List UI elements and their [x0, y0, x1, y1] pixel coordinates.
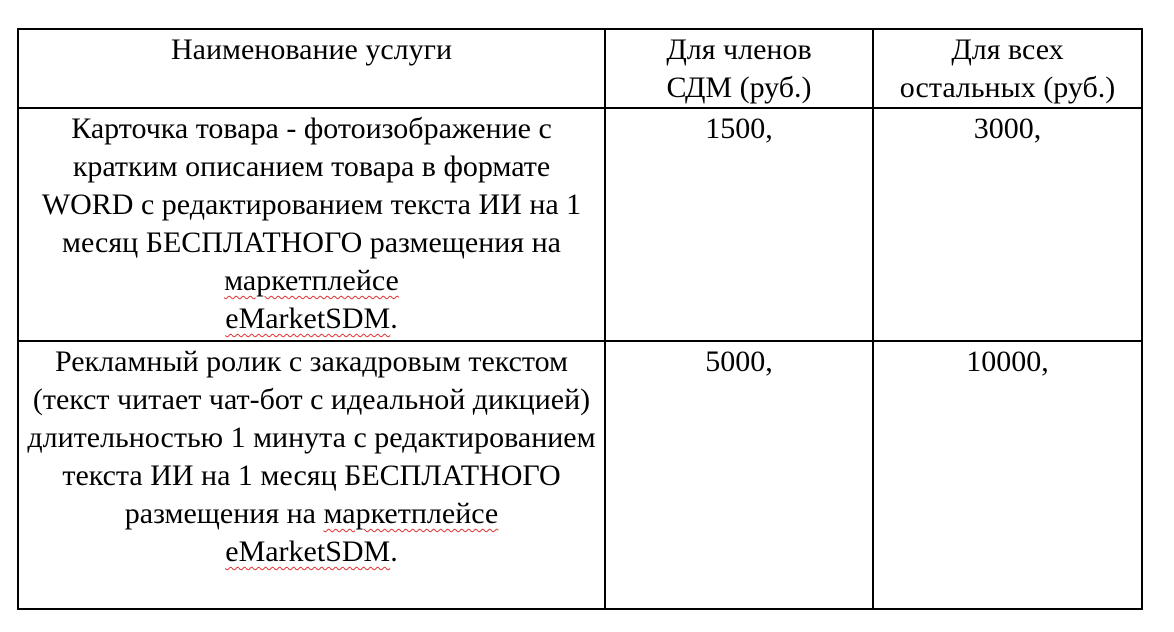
header-members-price [605, 29, 873, 108]
header-members-line1: Для членов [666, 33, 812, 66]
platform-name: eMarketSDM [225, 535, 391, 568]
marketplace-word: маркетплейсе [323, 497, 499, 530]
marketplace-word: маркетплейсе [224, 264, 399, 297]
members-price: 5000, [705, 345, 773, 378]
others-price-cell [873, 341, 1142, 609]
members-price: 1500, [705, 112, 773, 145]
header-service-label: Наименование услуги [170, 33, 453, 66]
members-price-cell [605, 341, 873, 609]
header-service-name [18, 29, 605, 108]
others-price-cell [873, 108, 1142, 341]
header-others-line1: Для всех [951, 33, 1064, 66]
table-header-row [18, 29, 1142, 108]
service-description: Рекламный ролик с закадровым текстом (текст читает чат-бот с идеальной дикцией) длительностью 1 минута с редактированием текста ИИ на 1 месяц БЕСПЛАТНОГО размещения на [27, 345, 596, 530]
header-others-line2: остальных (руб.) [899, 71, 1116, 104]
members-price-cell [605, 108, 873, 341]
service-description: Карточка товара - фотоизображение с кратким описанием товара в формате WORD с редактированием текста ИИ на 1 месяц БЕСПЛАТНОГО размещения на [41, 112, 582, 259]
others-price: 3000, [973, 112, 1042, 145]
service-cell [18, 341, 605, 609]
header-members-line2: СДМ (руб.) [666, 71, 812, 104]
platform-name: eMarketSDM [225, 302, 391, 335]
service-cell [18, 108, 605, 341]
sentence-period: . [390, 302, 398, 335]
services-price-table [17, 28, 1143, 610]
sentence-period: . [390, 535, 398, 568]
header-others-price [873, 29, 1142, 108]
others-price: 10000, [966, 345, 1049, 378]
table-row [18, 341, 1142, 609]
table-row [18, 108, 1142, 341]
